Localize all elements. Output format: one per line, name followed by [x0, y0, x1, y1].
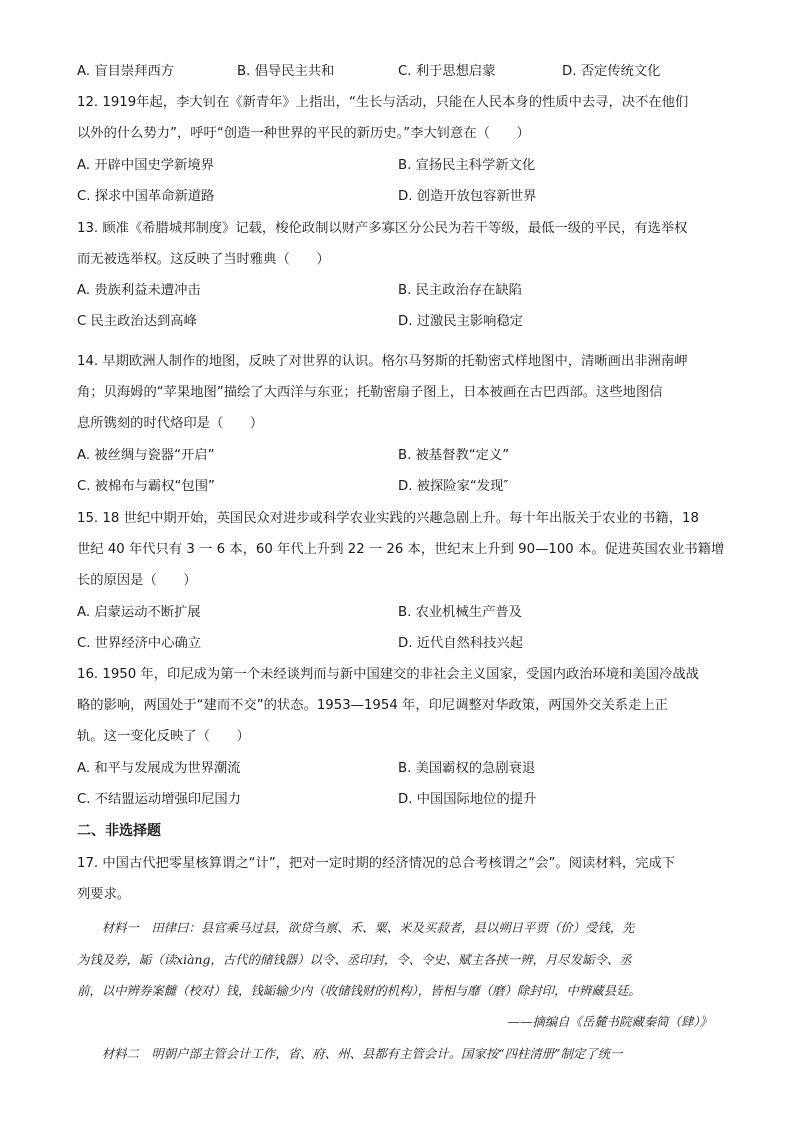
q17-material1-source: ——摘编自《岳麓书院藏秦简（肆）》: [507, 1014, 712, 1029]
q13-stem-line-1: 13. 顾准《希腊城邦制度》记载，梭伦政制以财产多寡区分公民为若干等级，最低一级的平民，有选举权: [77, 221, 688, 236]
q11-option-a[interactable]: A. 盲目崇拜西方: [77, 64, 175, 79]
q15-option-d[interactable]: D. 近代自然科技兴起: [398, 636, 524, 651]
q16-option-b[interactable]: B. 美国霸权的急剧衰退: [398, 761, 536, 776]
q14-stem-line-1: 14. 早期欧洲人制作的地图，反映了对世界的认识。格尔马努斯的托勒密式样地图中，清晰画出非洲南岬: [77, 354, 688, 369]
q14-option-d[interactable]: D. 被探险家“发现″: [398, 479, 509, 494]
q12-option-c[interactable]: C. 探求中国革命新道路: [77, 189, 215, 204]
q13-option-a[interactable]: A. 贵族利益未遭冲击: [77, 283, 201, 298]
q16-option-d[interactable]: D. 中国国际地位的提升: [398, 792, 537, 807]
q16-stem-line-2: 略的影响，两国处于“建而不交”的状态。1953—1954 年，印尼调整对华政策，两国外交关系走上正: [77, 698, 668, 713]
q12-option-d[interactable]: D. 创造开放包容新世界: [398, 189, 537, 204]
q17-stem-line-1: 17. 中国古代把零星核算谓之“计”，把对一定时期的经济情况的总合考核谓之“会”。阅读材料，完成下: [77, 856, 676, 871]
q12-option-a[interactable]: A. 开辟中国史学新境界: [77, 158, 214, 173]
q12-stem-line-2: 以外的什么势力”，呼吁“创造一种世界的平民的新历史。”李大钊意在（ ）: [77, 126, 530, 141]
q11-option-c[interactable]: C. 利于思想启蒙: [398, 64, 496, 79]
q17-material1-line-2: 为钱及券，缿（读xiàng，古代的储钱器）以令、丞印封，令、令史、赋主各挟一辨，月尽发缿令、丞: [77, 952, 632, 967]
q16-option-c[interactable]: C. 不结盟运动增强印尼国力: [77, 792, 242, 807]
q14-stem-line-2: 角；贝海姆的“苹果地图”描绘了大西洋与东亚；托勒密扇子图上，日本被画在古巴西部。这些地图信: [77, 385, 663, 400]
q15-option-b[interactable]: B. 农业机械生产普及: [398, 605, 522, 620]
section-heading-non-choice: 二、非选择题: [77, 823, 161, 839]
q16-stem-line-1: 16. 1950 年，印尼成为第一个未经谈判而与新中国建交的非社会主义国家，受国内政治环境和美国冷战战: [77, 667, 699, 682]
q14-stem-line-3: 息所镌刻的时代烙印是（ ）: [77, 416, 264, 431]
q17-material1-line-3: 前，以中辨券案雠（校对）钱，钱缿输少内（收储钱财的机构），皆相与靡（磨）除封印，中辨藏县廷。: [77, 983, 641, 998]
q15-stem-line-1: 15. 18 世纪中期开始，英国民众对进步或科学农业实践的兴趣急剧上升。每十年出版关于农业的书籍，18: [77, 511, 699, 526]
q15-option-c[interactable]: C. 世界经济中心确立: [77, 636, 202, 651]
q17-material1-line-1: 材料一 田律曰：县官乘马过县，欲贷刍禀、禾、粟、米及买菽者，县以朔日平贾（价）受钱，先: [77, 920, 635, 935]
q11-option-b[interactable]: B. 倡导民主共和: [237, 64, 335, 79]
q14-option-a[interactable]: A. 被丝绸与瓷器“开启”: [77, 448, 215, 463]
q15-stem-line-2: 世纪 40 年代只有 3 一 6 本，60 年代上升到 22 一 26 本，世纪末上升到 90—100 本。促进英国农业书籍增: [77, 542, 725, 557]
q17-material2-line-1: 材料二 明朝户部主管会计工作，省、府、州、县都有主管会计。国家按“四柱清册”制定了统一: [77, 1046, 623, 1061]
q14-option-b[interactable]: B. 被基督教“定义”: [398, 448, 510, 463]
q12-stem-line-1: 12. 1919年起，李大钊在《新青年》上指出，“生长与活动，只能在人民本身的性质中去寻，决不在他们: [77, 95, 689, 110]
q16-stem-line-3: 轨。这一变化反映了（ ）: [77, 729, 250, 744]
q11-option-d[interactable]: D. 否定传统文化: [562, 64, 661, 79]
q15-option-a[interactable]: A. 启蒙运动不断扩展: [77, 605, 201, 620]
q13-stem-line-2: 而无被选举权。这反映了当时雅典（ ）: [77, 252, 330, 267]
q14-option-c[interactable]: C. 被棉布与霸权“包围”: [77, 479, 215, 494]
q17-stem-line-2: 列要求。: [77, 887, 131, 902]
q13-option-b[interactable]: B. 民主政治存在缺陷: [398, 283, 522, 298]
q15-stem-line-3: 长的原因是（ ）: [77, 573, 197, 588]
q12-option-b[interactable]: B. 宣扬民主科学新文化: [398, 158, 536, 173]
q13-option-c[interactable]: C 民主政治达到高峰: [77, 314, 197, 329]
q16-option-a[interactable]: A. 和平与发展成为世界潮流: [77, 761, 241, 776]
q13-option-d[interactable]: D. 过激民主影响稳定: [398, 314, 524, 329]
